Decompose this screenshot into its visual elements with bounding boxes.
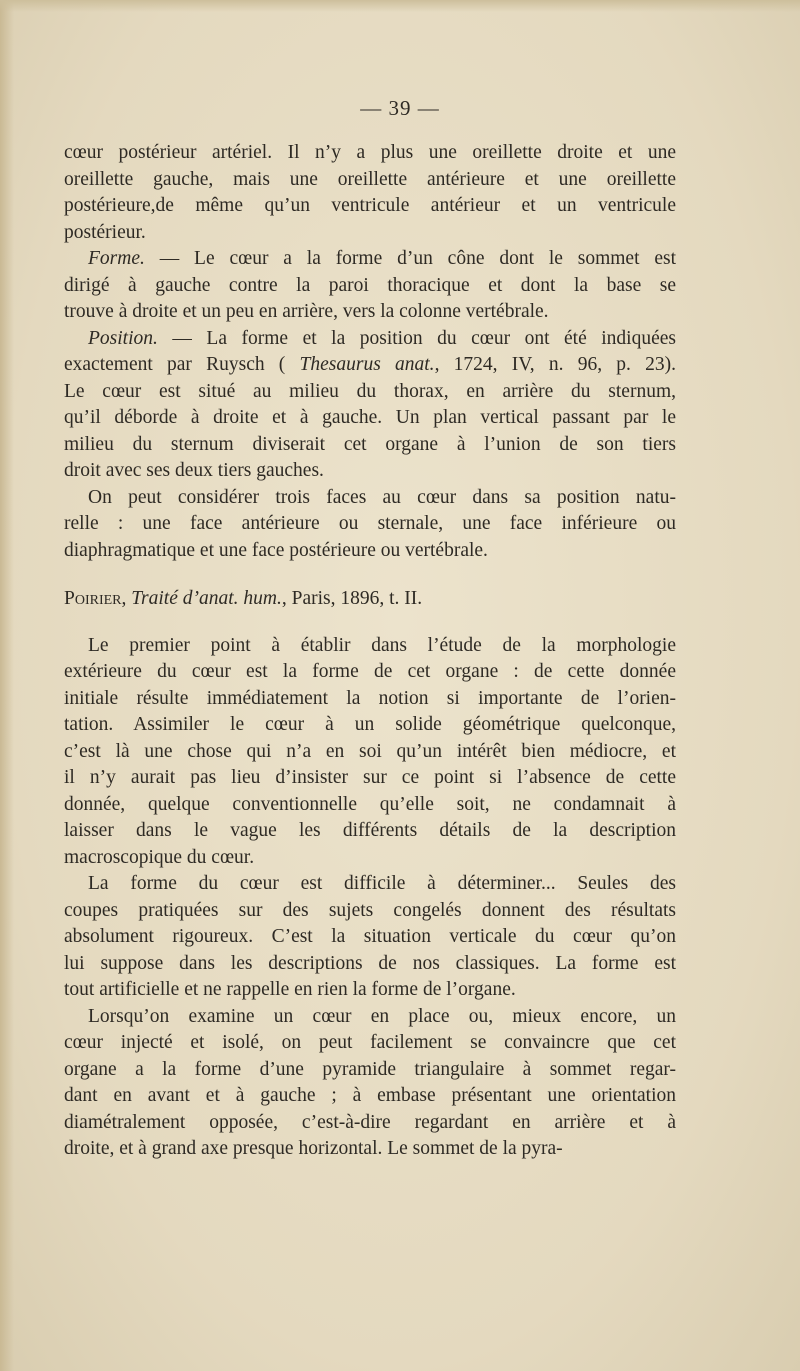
text-run: — Le cœur a la forme d’un cône dont le sommet est	[159, 248, 676, 269]
text-line: qu’il déborde à droite et à gauche. Un plan vertical passant par le	[64, 407, 676, 428]
paragraph	[64, 140, 676, 246]
text-line: absolument rigoureux. C’est la situation verticale du cœur qu’on	[64, 926, 676, 947]
text-line: coupes pratiquées sur des sujets congelés donnent des résultats	[64, 899, 676, 921]
text-line: La forme du cœur est difficile à déterminer... Seules des	[88, 873, 676, 894]
page-edge-shadow	[0, 0, 14, 1371]
text-line: organe a la forme d’une pyramide triangulaire à sommet regar-	[64, 1058, 676, 1080]
text-line: tout artificielle et ne rappelle en rien la forme de l’organe.	[64, 979, 516, 1000]
text-line: relle : une face antérieure ou sternale, une face inférieure ou	[64, 513, 676, 534]
reference-title: Thesaurus anat.	[299, 354, 435, 375]
page-number: — 39 —	[360, 96, 440, 120]
text-line: laisser dans le vague les différents détails de la description	[64, 820, 676, 841]
text-line: dant en avant et à gauche ; à embase présentant une orientation	[64, 1085, 676, 1106]
text-line: postérieur.	[64, 221, 146, 243]
text-line: trouve à droite et un peu en arrière, vers la colonne vertébrale.	[64, 301, 549, 322]
text-line: On peut considérer trois faces au cœur dans sa position natu-	[88, 486, 676, 508]
source-author: Poirier,	[64, 588, 127, 609]
text-line: extérieure du cœur est la forme de cet organe : de cette donnée	[64, 661, 676, 682]
paragraph-forme	[64, 246, 676, 326]
text-line: il n’y aurait pas lieu d’insister sur ce point si l’absence de cette	[64, 767, 676, 788]
spacer	[64, 564, 676, 586]
spacer	[64, 613, 676, 633]
text-line: Lorsqu’on examine un cœur en place ou, mieux encore, un	[88, 1005, 676, 1027]
body-text	[64, 140, 676, 1163]
text-line: postérieure,de même qu’un ventricule antérieur et un ventricule	[64, 195, 676, 216]
text-line: diaphragmatique et une face postérieure ou vertébrale.	[64, 539, 488, 561]
quote-paragraph	[64, 633, 676, 872]
text-line: droit avec ses deux tiers gauches.	[64, 460, 324, 481]
text-run: exactement par Ruysch (	[64, 354, 286, 375]
source-title: Traité d’anat. hum.	[131, 588, 282, 609]
text-run: — La forme et la position du cœur ont été indiquées	[172, 327, 676, 349]
section-lead: Forme.	[88, 248, 145, 269]
text-line: milieu du sternum diviserait cet organe à l’union de son tiers	[64, 433, 676, 455]
text-line: initiale résulte immédiatement la notion si importante de l’orien-	[64, 687, 676, 709]
paragraph	[64, 485, 676, 565]
source-details: , Paris, 1896, t. II.	[281, 588, 423, 609]
quote-paragraph	[64, 1004, 676, 1163]
text-line: cœur postérieur artériel. Il n’y a plus une oreillette droite et une	[64, 142, 676, 163]
text-line	[64, 246, 676, 273]
text-line: Le premier point à établir dans l’étude de la morphologie	[88, 634, 676, 656]
quote-paragraph	[64, 871, 676, 1004]
text-line: Le cœur est situé au milieu du thorax, en arrière du sternum,	[64, 380, 676, 402]
section-lead: Position.	[88, 327, 158, 349]
text-line: droite, et à grand axe presque horizontal. Le sommet de la pyra-	[64, 1138, 563, 1159]
text-line: c’est là une chose qui n’a en soi qu’un intérêt bien médiocre, et	[64, 740, 676, 762]
text-line	[64, 352, 676, 379]
text-line: lui suppose dans les descriptions de nos classiques. La forme est	[64, 952, 676, 974]
text-line: donnée, quelque conventionnelle qu’elle soit, ne condamnait à	[64, 793, 676, 815]
text-line: diamétralement opposée, c’est-à-dire regardant en arrière et à	[64, 1111, 676, 1133]
reference-details: , 1724, IV, n. 96, p. 23).	[434, 354, 677, 375]
text-line: tation. Assimiler le cœur à un solide géométrique quelconque,	[64, 714, 676, 735]
text-line: oreillette gauche, mais une oreillette antérieure et une oreillette	[64, 168, 676, 190]
text-line: cœur injecté et isolé, on peut facilement se convaincre que cet	[64, 1032, 676, 1053]
source-citation	[64, 586, 676, 613]
text-line: macroscopique du cœur.	[64, 846, 255, 868]
paragraph-position	[64, 326, 676, 485]
text-line: dirigé à gauche contre la paroi thoracique et dont la base se	[64, 274, 676, 296]
text-line	[64, 326, 676, 353]
page-top-shadow	[0, 0, 800, 12]
